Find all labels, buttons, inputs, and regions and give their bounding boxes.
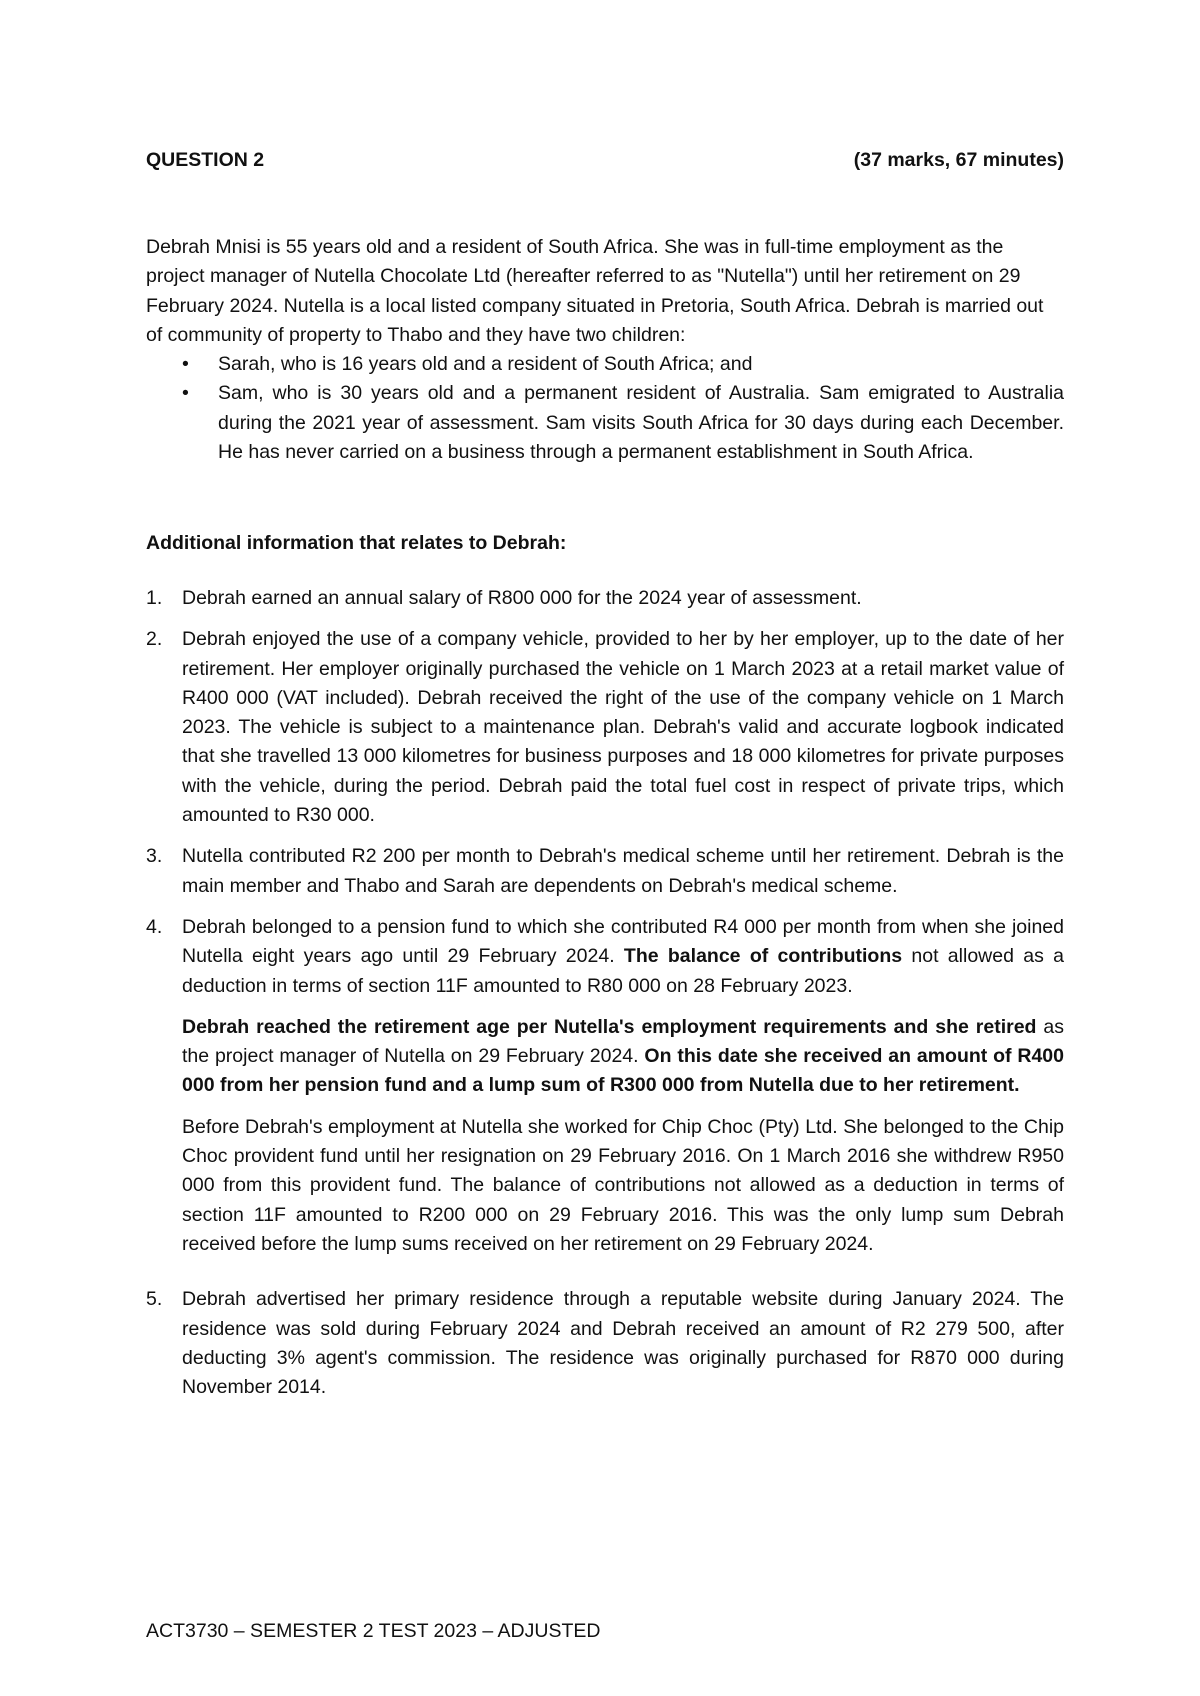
info-item-1 xyxy=(146,584,1064,613)
additional-info-list xyxy=(146,584,1064,1414)
item-number: 1. xyxy=(146,587,163,609)
page-footer: ACT3730 – SEMESTER 2 TEST 2023 – ADJUSTED xyxy=(146,1620,601,1642)
list-item-text: Sarah, who is 16 years old and a resident of South Africa; and xyxy=(218,353,753,376)
item-text: Debrah advertised her primary residence through a reputable website during January 2024. The residence was sold during February 2024 and Debrah received an amount of R2 279 500, after deducting 3% agent's commission. The residence was originally purchased for R870 000 during November 2014. xyxy=(182,1288,1064,1399)
info-item-5 xyxy=(146,1285,1064,1402)
item-number: 3. xyxy=(146,845,163,868)
children-list xyxy=(146,350,1064,467)
intro-paragraph: Debrah Mnisi is 55 years old and a resident of South Africa. She was in full-time employment as the project manager of Nutella Chocolate Ltd (hereafter referred to as "Nutella") until her retirement on 29 February 2024. Nutella is a local listed company situated in Pretoria, South Africa. Debrah is married out of community of property to Thabo and they have two children: xyxy=(146,236,1044,346)
item-text: Debrah enjoyed the use of a company vehicle, provided to her by her employer, up to the date of her retirement. Her employer originally purchased the vehicle on 1 March 2023 at a retail market value of R400 000 (VAT included). Debrah received the right of the use of the company vehicle on 1 March 2023. The vehicle is subject to a maintenance plan. Debrah's valid and accurate logbook indicated that she travelled 13 000 kilometres for business purposes and 18 000 kilometres for private purposes with the vehicle, during the period. Debrah paid the total fuel cost in respect of private trips, which amounted to R30 000. xyxy=(182,628,1064,827)
item-text: Nutella contributed R2 200 per month to Debrah's medical scheme until her retirement. Debrah is the main member and Thabo and Sarah are dependents on Debrah's medical scheme. xyxy=(182,845,1064,897)
list-item xyxy=(146,350,1064,379)
item-number: 5. xyxy=(146,1288,163,1311)
item-text: Debrah earned an annual salary of R800 000 for the 2024 year of assessment. xyxy=(182,587,862,609)
item-text: Debrah belonged to a pension fund to which she contributed R4 000 per month from when she joined Nutella eight years ago until 29 February 2024. xyxy=(182,915,1064,968)
item-number: 4. xyxy=(146,915,163,938)
marks-and-time: (37 marks, 67 minutes) xyxy=(853,149,1064,171)
bold-text: The balance of contributions xyxy=(623,945,903,968)
list-item xyxy=(146,379,1064,467)
info-item-4 xyxy=(146,913,1064,1259)
additional-info-heading: Additional information that relates to Debrah: xyxy=(146,532,567,554)
retirement-paragraph xyxy=(182,1013,1064,1101)
item-text: as the project manager of Nutella on 29 February 2024. xyxy=(182,1015,1064,1068)
info-item-3 xyxy=(146,842,1064,901)
bullet-icon: • xyxy=(182,382,189,405)
info-item-2 xyxy=(146,625,1064,830)
provident-fund-paragraph: Before Debrah's employment at Nutella she worked for Chip Choc (Pty) Ltd. She belonged to the Chip Choc provident fund until her resignation on 29 February 2016. On 1 March 2016 she withdrew R950 000 from this provident fund. The balance of contributions not allowed as a deduction in terms of section 11F amounted to R200 000 on 29 February 2016. This was the only lump sum Debrah received before the lump sums received on her retirement on 29 February 2024. xyxy=(182,1115,1064,1255)
question-title: QUESTION 2 xyxy=(146,149,265,171)
list-item-text: Sam, who is 30 years old and a permanent resident of Australia. Sam emigrated to Australia during the 2021 year of assessment. Sam visits South Africa for 30 days during each December. He has never carried on a business through a permanent establishment in South Africa. xyxy=(218,382,1064,464)
intro-section xyxy=(146,233,1064,467)
item-text: not allowed as a deduction in terms of section 11F amounted to R80 000 on 28 February 2023. xyxy=(182,945,1064,997)
document-page xyxy=(146,0,1064,1696)
bullet-icon: • xyxy=(182,353,189,376)
item-number: 2. xyxy=(146,628,163,651)
bold-text: On this date she received an amount of R400 000 from her pension fund and a lump sum of R300 000 from Nutella due to her retirement. xyxy=(182,1045,1064,1097)
question-header xyxy=(146,146,1064,174)
pension-fund-paragraph xyxy=(182,913,1064,1001)
bold-text: Debrah reached the retirement age per Nutella's employment requirements and she retired xyxy=(182,1015,1037,1038)
